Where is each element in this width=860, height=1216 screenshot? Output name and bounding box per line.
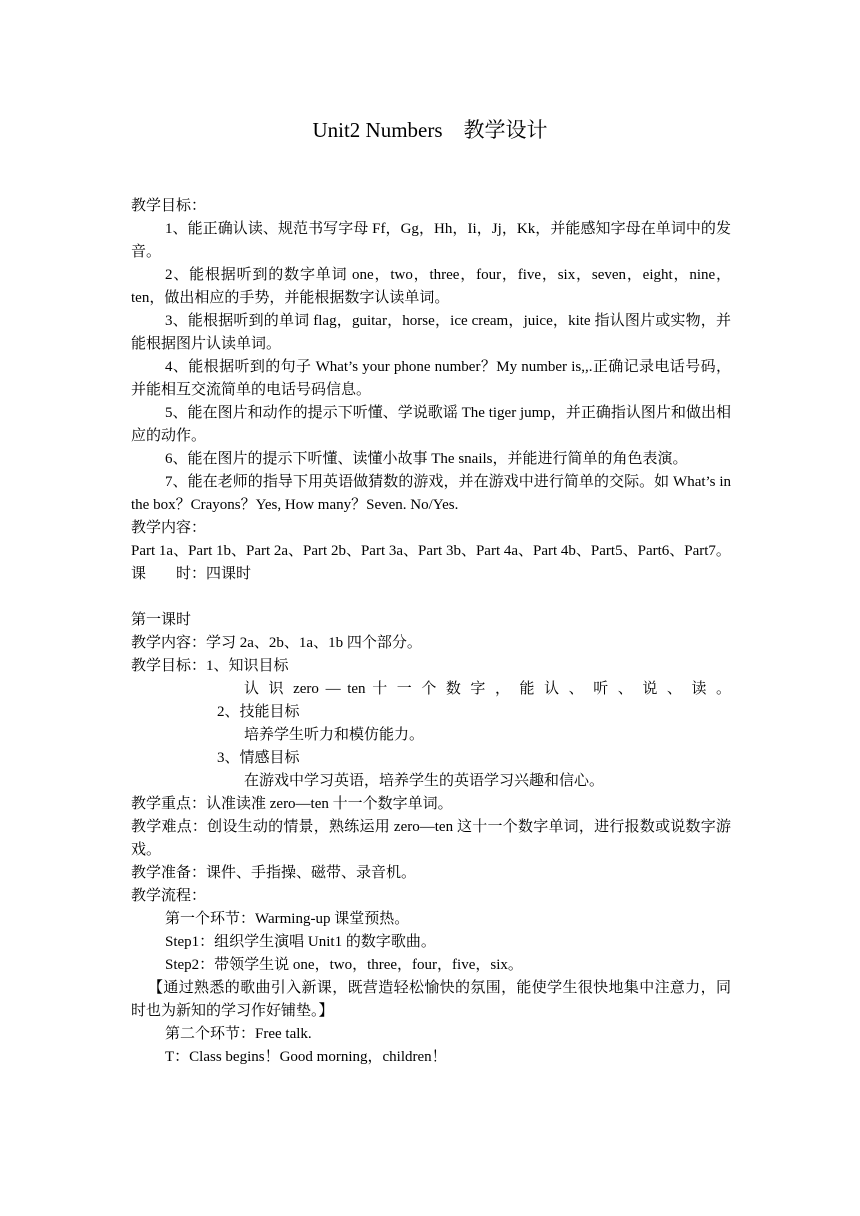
objectives-label: 教学目标： [131, 658, 207, 674]
goal-item-3: 3、能根据听到的单词 flag，guitar，horse，ice cream，juice，kite 指认图片或实物，并能根据图片认读单词。 [131, 313, 731, 352]
goal-item-2: 2、能根据听到的数字单词 one，two，three，four，five，six，seven，eight，nine，ten，做出相应的手势，并能根据数字认读单词。 [131, 267, 731, 306]
key-point: 教学重点：认准读准 zero—ten 十一个数字单词。 [131, 796, 453, 812]
spacer [131, 586, 731, 609]
goal-item-5: 5、能在图片和动作的提示下听懂、学说歌谣 The tiger jump，并正确指认图片和做出相应的动作。 [131, 405, 731, 444]
flow-heading: 教学流程： [131, 888, 207, 904]
document-body [131, 195, 731, 1069]
teacher-line: T：Class begins！Good morning，children！ [165, 1049, 447, 1065]
objective-3-title: 3、情感目标 [217, 750, 300, 766]
goal-item-6: 6、能在图片的提示下听懂、读懂小故事 The snails，并能进行简单的角色表演。 [165, 451, 688, 467]
section-warming-up: 第一个环节：Warming-up 课堂预热。 [165, 911, 410, 927]
content-heading: 教学内容： [131, 520, 207, 536]
difficulty: 教学难点：创设生动的情景，熟练运用 zero—ten 这十一个数字单词，进行报数或说数字游戏。 [131, 819, 731, 858]
page-title: Unit2 Numbers 教学设计 [312, 118, 548, 142]
preparation: 教学准备：课件、手指操、磁带、录音机。 [131, 865, 417, 881]
objective-2-title: 2、技能目标 [217, 704, 300, 720]
class-hours-label: 课 时： [131, 566, 207, 582]
goal-item-4: 4、能根据听到的句子 What’s your phone number？My number is,,.正确记录电话号码，并能相互交流简单的电话号码信息。 [131, 359, 731, 398]
class-hours [131, 563, 731, 586]
design-note: 【通过熟悉的歌曲引入新课，既营造轻松愉快的氛围，能使学生很快地集中注意力，同时也为新知的学习作好铺垫。】 [131, 980, 731, 1019]
step-1: Step1：组织学生演唱 Unit1 的数字歌曲。 [165, 934, 436, 950]
goal-item-1: 1、能正确认读、规范书写字母 Ff，Gg，Hh，Ii，Jj，Kk，并能感知字母在单词中的发音。 [131, 221, 731, 260]
objective-3-text: 在游戏中学习英语，培养学生的英语学习兴趣和信心。 [244, 773, 605, 789]
goal-item-7: 7、能在老师的指导下用英语做猜数的游戏，并在游戏中进行简单的交际。如 What’s in the box？Crayons？Yes, How many？Seven. No/Yes. [131, 474, 731, 513]
goals-heading: 教学目标： [131, 198, 207, 214]
objective-2-text: 培养学生听力和模仿能力。 [244, 727, 425, 743]
class-hours-value: 四课时 [206, 566, 252, 582]
objective-1-text: 认 识 zero — ten 十 一 个 数 字 ， 能 认 、 听 、 说 、 读 。 [244, 681, 731, 697]
lesson1-heading: 第一课时 [131, 612, 192, 628]
objective-1-title: 1、知识目标 [206, 658, 289, 674]
lesson1-content: 教学内容：学习 2a、2b、1a、1b 四个部分。 [131, 635, 422, 651]
content-text: Part 1a、Part 1b、Part 2a、Part 2b、Part 3a、Part 3b、Part 4a、Part 4b、Part5、Part6、Part7。 [131, 543, 731, 559]
section-free-talk: 第二个环节：Free talk. [165, 1026, 312, 1042]
lesson1-objectives [131, 655, 731, 678]
step-2: Step2：带领学生说 one，two，three，four，five，six。 [165, 957, 523, 973]
